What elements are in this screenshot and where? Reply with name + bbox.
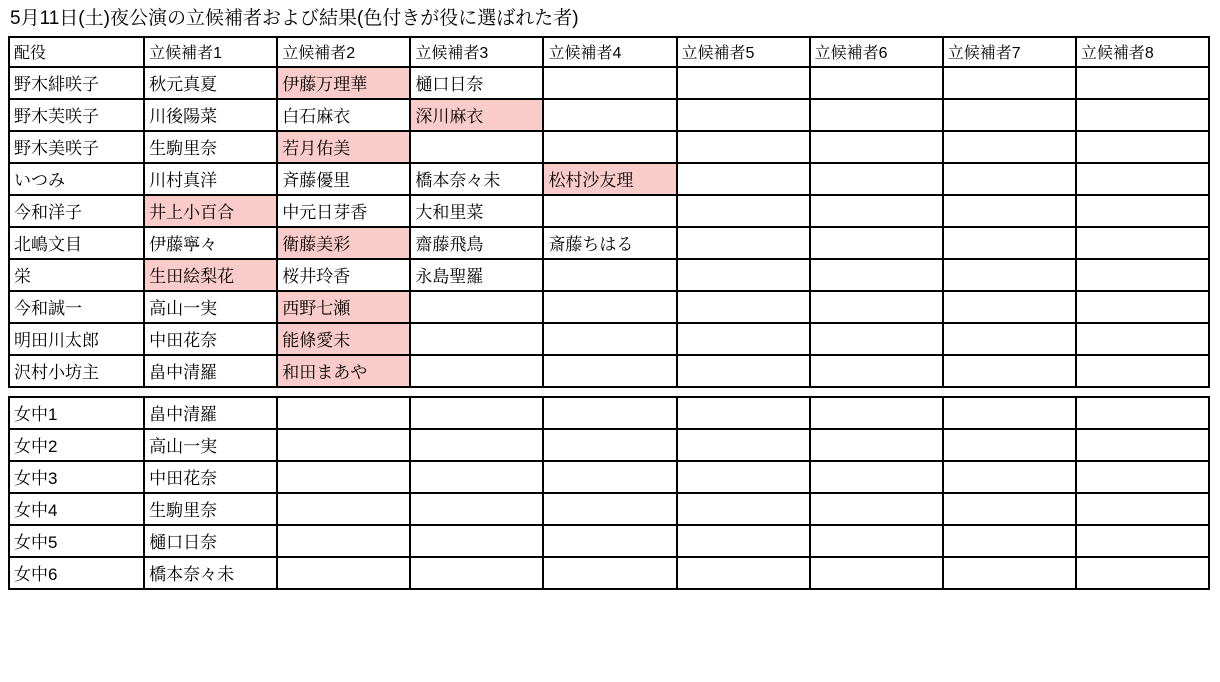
cell-candidate — [1076, 557, 1209, 589]
cell-candidate — [943, 131, 1076, 163]
table-row — [9, 461, 1209, 493]
cell-candidate: 高山一実 — [144, 429, 277, 461]
table-row — [9, 131, 1209, 163]
table-row — [9, 227, 1209, 259]
separator-cell — [9, 387, 1209, 397]
cell-candidate — [677, 67, 810, 99]
cell-candidate — [543, 525, 676, 557]
cell-candidate — [810, 195, 943, 227]
cell-candidate: 深川麻衣 — [410, 99, 543, 131]
cell-candidate — [943, 291, 1076, 323]
cell-candidate — [277, 429, 410, 461]
cell-candidate — [677, 461, 810, 493]
cell-role: 今和洋子 — [9, 195, 144, 227]
cell-candidate: 橋本奈々未 — [410, 163, 543, 195]
cell-candidate — [810, 291, 943, 323]
cell-candidate — [277, 397, 410, 429]
cell-candidate — [543, 291, 676, 323]
cell-candidate — [1076, 397, 1209, 429]
cell-candidate — [677, 397, 810, 429]
cell-candidate — [677, 227, 810, 259]
cell-candidate — [543, 355, 676, 387]
cell-role: いつみ — [9, 163, 144, 195]
cell-candidate — [943, 355, 1076, 387]
cell-candidate: 大和里菜 — [410, 195, 543, 227]
cell-role: 野木美咲子 — [9, 131, 144, 163]
cell-candidate — [677, 493, 810, 525]
cell-candidate — [1076, 67, 1209, 99]
table-section-separator — [9, 387, 1209, 397]
cell-role: 野木緋咲子 — [9, 67, 144, 99]
cell-candidate — [810, 131, 943, 163]
cell-candidate — [677, 323, 810, 355]
cell-candidate — [943, 99, 1076, 131]
cell-role: 野木芙咲子 — [9, 99, 144, 131]
cell-role: 女中6 — [9, 557, 144, 589]
cell-candidate — [810, 525, 943, 557]
cell-candidate — [943, 397, 1076, 429]
cell-candidate: 松村沙友理 — [543, 163, 676, 195]
cell-candidate — [1076, 259, 1209, 291]
cell-candidate — [410, 493, 543, 525]
cell-candidate: 生駒里奈 — [144, 493, 277, 525]
cell-candidate — [1076, 323, 1209, 355]
cell-candidate — [943, 195, 1076, 227]
cell-candidate — [943, 163, 1076, 195]
cell-candidate — [810, 429, 943, 461]
cell-candidate — [810, 99, 943, 131]
cell-role: 女中5 — [9, 525, 144, 557]
cell-candidate — [410, 461, 543, 493]
cell-candidate — [1076, 99, 1209, 131]
cell-candidate: 生駒里奈 — [144, 131, 277, 163]
table-row — [9, 67, 1209, 99]
cell-candidate: 若月佑美 — [277, 131, 410, 163]
cell-candidate — [543, 397, 676, 429]
table-header — [9, 37, 1209, 67]
column-header-role: 配役 — [9, 37, 144, 67]
cell-candidate: 斉藤優里 — [277, 163, 410, 195]
column-header-candidate-5: 立候補者5 — [677, 37, 810, 67]
cast-candidates-table — [8, 36, 1210, 590]
cell-candidate — [543, 461, 676, 493]
cell-candidate — [543, 493, 676, 525]
cell-candidate — [810, 461, 943, 493]
cell-candidate — [410, 397, 543, 429]
table-row — [9, 99, 1209, 131]
cell-candidate — [943, 461, 1076, 493]
cell-candidate — [1076, 195, 1209, 227]
cell-candidate — [1076, 461, 1209, 493]
column-header-candidate-7: 立候補者7 — [943, 37, 1076, 67]
cell-candidate — [543, 259, 676, 291]
cell-candidate — [810, 227, 943, 259]
column-header-candidate-1: 立候補者1 — [144, 37, 277, 67]
cell-candidate — [677, 195, 810, 227]
cell-candidate: 西野七瀬 — [277, 291, 410, 323]
column-header-candidate-6: 立候補者6 — [810, 37, 943, 67]
cell-candidate: 中元日芽香 — [277, 195, 410, 227]
table-row — [9, 259, 1209, 291]
cell-candidate: 白石麻衣 — [277, 99, 410, 131]
cell-candidate: 橋本奈々未 — [144, 557, 277, 589]
cell-candidate — [1076, 429, 1209, 461]
cell-candidate — [277, 525, 410, 557]
cell-role: 沢村小坊主 — [9, 355, 144, 387]
cell-role: 栄 — [9, 259, 144, 291]
page-title: 5月11日(土)夜公演の立候補者および結果(色付きが役に選ばれた者) — [10, 8, 579, 29]
cell-candidate — [410, 131, 543, 163]
table-row — [9, 355, 1209, 387]
cell-candidate — [810, 397, 943, 429]
cell-candidate — [677, 163, 810, 195]
cell-candidate: 中田花奈 — [144, 461, 277, 493]
cell-role: 女中3 — [9, 461, 144, 493]
cell-candidate — [543, 67, 676, 99]
cell-candidate — [410, 525, 543, 557]
cell-candidate: 能條愛未 — [277, 323, 410, 355]
cell-candidate — [410, 557, 543, 589]
cell-candidate — [543, 131, 676, 163]
cell-candidate: 生田絵梨花 — [144, 259, 277, 291]
cell-role: 女中1 — [9, 397, 144, 429]
cell-role: 北嶋文目 — [9, 227, 144, 259]
table-row — [9, 397, 1209, 429]
cell-candidate — [677, 525, 810, 557]
cell-candidate — [810, 163, 943, 195]
table-row — [9, 493, 1209, 525]
column-header-candidate-2: 立候補者2 — [277, 37, 410, 67]
table-row — [9, 429, 1209, 461]
table-header-row — [9, 37, 1209, 67]
table-row — [9, 323, 1209, 355]
cell-candidate — [677, 291, 810, 323]
cell-candidate — [277, 461, 410, 493]
cell-candidate: 川村真洋 — [144, 163, 277, 195]
cell-candidate — [410, 323, 543, 355]
cell-candidate — [1076, 227, 1209, 259]
cell-candidate — [810, 355, 943, 387]
cell-candidate: 川後陽菜 — [144, 99, 277, 131]
cell-candidate — [543, 557, 676, 589]
cell-candidate — [543, 429, 676, 461]
cell-candidate — [1076, 131, 1209, 163]
column-header-candidate-8: 立候補者8 — [1076, 37, 1209, 67]
cell-candidate: 高山一実 — [144, 291, 277, 323]
cell-candidate: 樋口日奈 — [144, 525, 277, 557]
cell-candidate: 伊藤寧々 — [144, 227, 277, 259]
column-header-candidate-4: 立候補者4 — [543, 37, 676, 67]
cell-candidate — [810, 259, 943, 291]
table-body — [9, 67, 1209, 589]
table-row — [9, 291, 1209, 323]
cell-candidate: 衛藤美彩 — [277, 227, 410, 259]
cell-candidate: 樋口日奈 — [410, 67, 543, 99]
cell-candidate — [810, 493, 943, 525]
cell-candidate — [810, 323, 943, 355]
cell-candidate: 井上小百合 — [144, 195, 277, 227]
cell-candidate: 斎藤ちはる — [543, 227, 676, 259]
column-header-candidate-3: 立候補者3 — [410, 37, 543, 67]
cell-candidate — [943, 557, 1076, 589]
cell-candidate — [1076, 291, 1209, 323]
cell-candidate: 伊藤万理華 — [277, 67, 410, 99]
cell-candidate — [1076, 163, 1209, 195]
table-row — [9, 557, 1209, 589]
cell-candidate: 畠中清羅 — [144, 355, 277, 387]
cell-candidate: 和田まあや — [277, 355, 410, 387]
cell-candidate — [943, 67, 1076, 99]
cell-role: 今和誠一 — [9, 291, 144, 323]
cell-candidate — [677, 557, 810, 589]
cell-candidate — [1076, 355, 1209, 387]
cell-candidate — [810, 67, 943, 99]
cell-candidate — [543, 99, 676, 131]
cell-candidate — [410, 355, 543, 387]
cell-candidate — [943, 493, 1076, 525]
table-row — [9, 525, 1209, 557]
cell-role: 女中2 — [9, 429, 144, 461]
cell-candidate — [1076, 525, 1209, 557]
cell-candidate — [943, 323, 1076, 355]
cell-candidate: 秋元真夏 — [144, 67, 277, 99]
cell-candidate — [410, 429, 543, 461]
cell-candidate — [277, 493, 410, 525]
cell-candidate — [1076, 493, 1209, 525]
cell-candidate — [677, 429, 810, 461]
cell-candidate: 中田花奈 — [144, 323, 277, 355]
cell-candidate — [677, 99, 810, 131]
cell-candidate: 永島聖羅 — [410, 259, 543, 291]
cell-candidate — [410, 291, 543, 323]
cell-candidate — [677, 259, 810, 291]
cell-role: 女中4 — [9, 493, 144, 525]
table-row — [9, 195, 1209, 227]
cell-candidate — [943, 227, 1076, 259]
cell-candidate: 畠中清羅 — [144, 397, 277, 429]
cell-candidate — [677, 355, 810, 387]
cell-candidate — [543, 323, 676, 355]
cell-role: 明田川太郎 — [9, 323, 144, 355]
cell-candidate: 齋藤飛鳥 — [410, 227, 543, 259]
cell-candidate — [943, 525, 1076, 557]
cell-candidate — [543, 195, 676, 227]
cell-candidate — [810, 557, 943, 589]
cell-candidate — [943, 429, 1076, 461]
cell-candidate — [677, 131, 810, 163]
cell-candidate — [943, 259, 1076, 291]
cell-candidate: 桜井玲香 — [277, 259, 410, 291]
table-row — [9, 163, 1209, 195]
cell-candidate — [277, 557, 410, 589]
